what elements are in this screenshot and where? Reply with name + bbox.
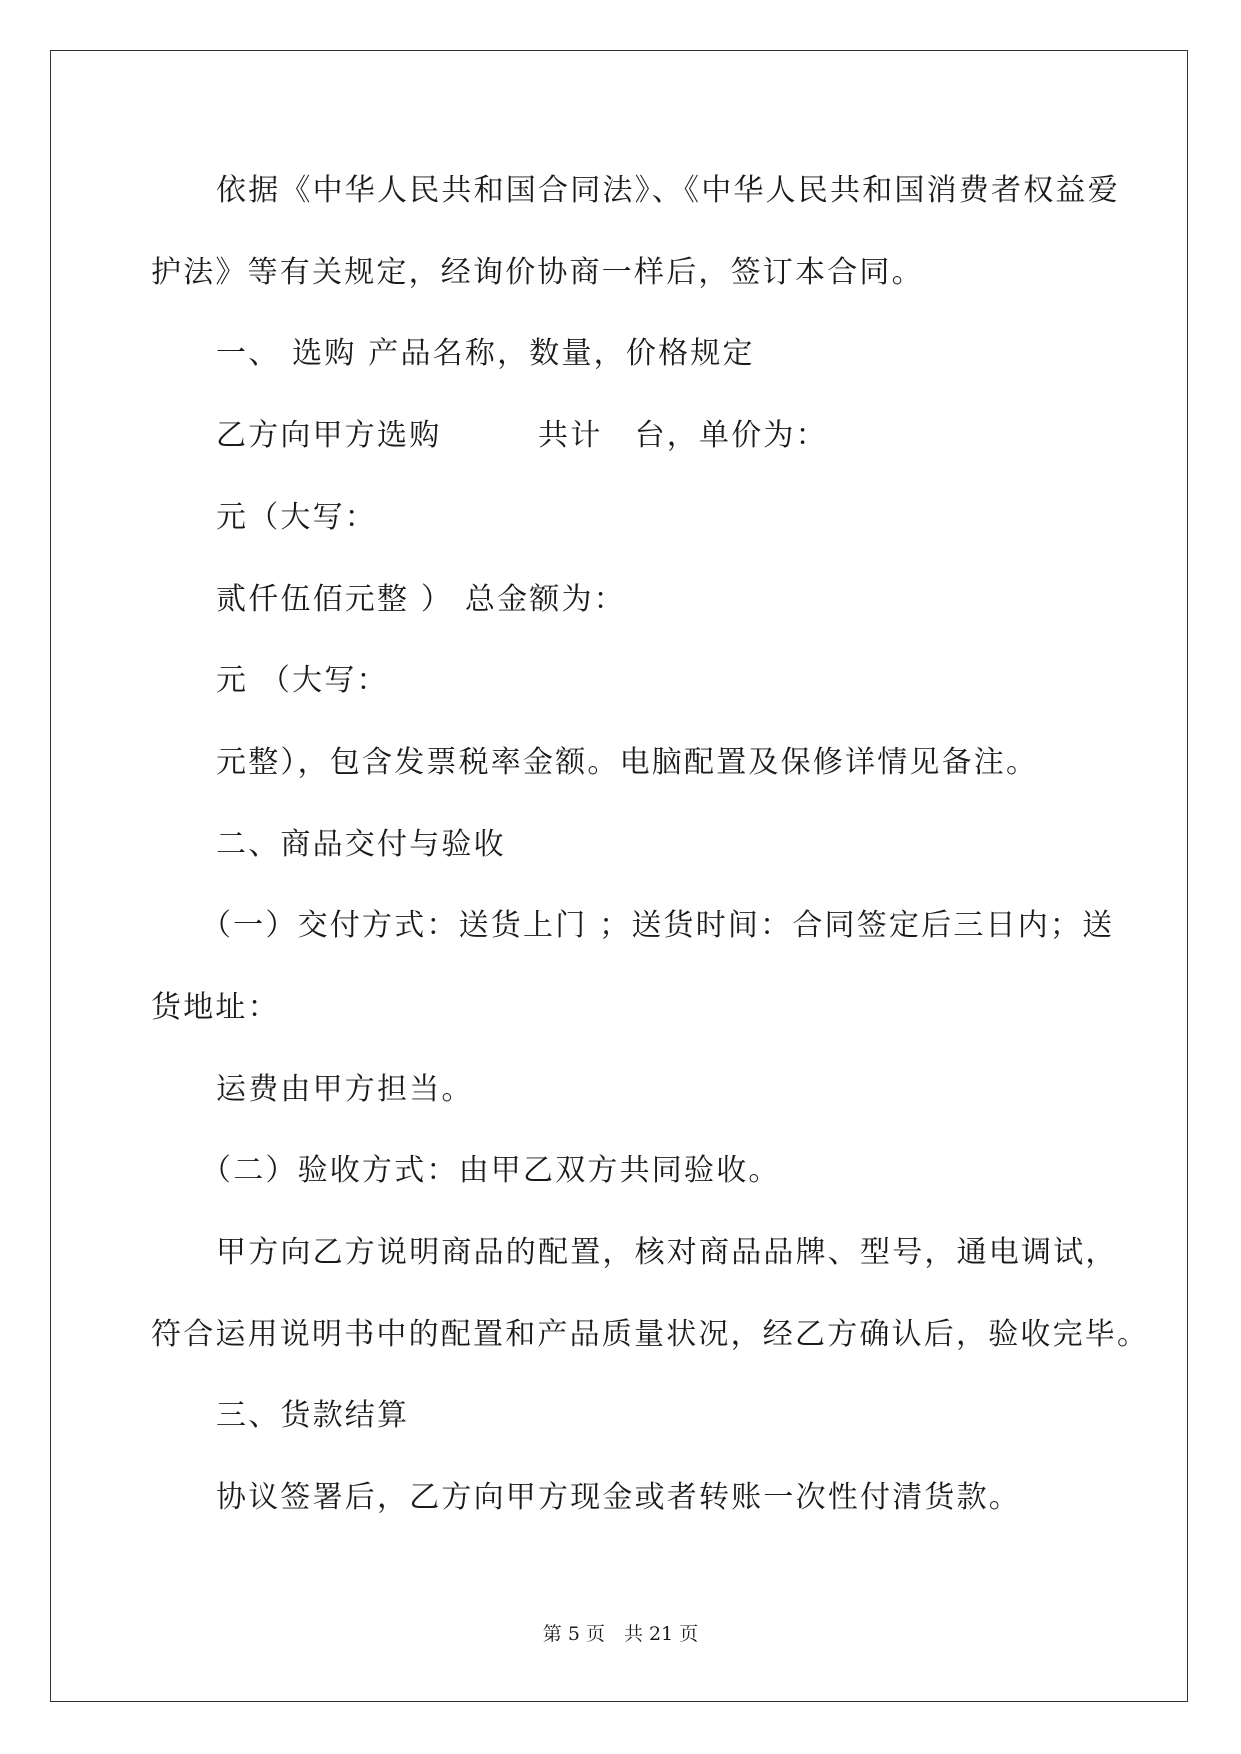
paragraph-line: 护法》等有关规定，经询价协商一样后，签订本合同。 xyxy=(151,255,924,290)
section-heading: 一、 选购 产品名称，数量，价格规定 xyxy=(216,336,755,371)
section-heading: 三、货款结算 xyxy=(216,1398,410,1433)
paragraph-line: 贰仟伍佰元整 ） 总金额为： xyxy=(216,582,626,617)
paragraph-line: 元（大写： xyxy=(216,500,377,535)
paragraph-line: （一）交付方式：送货上门 ；送货时间：合同签定后三日内；送 xyxy=(201,908,1115,943)
paragraph-line: 货地址： xyxy=(151,990,280,1025)
paragraph-line: 乙方向甲方选购 共计 台，单价为： xyxy=(216,418,828,453)
paragraph-line: 协议签署后，乙方向甲方现金或者转账一次性付清货款。 xyxy=(216,1480,1021,1515)
paragraph-line: 依据《中华人民共和国合同法》、《中华人民共和国消费者权益爱 xyxy=(216,173,1120,208)
paragraph-line: 甲方向乙方说明商品的配置，核对商品品牌、型号，通电调试， xyxy=(216,1235,1118,1270)
section-heading: 二、商品交付与验收 xyxy=(216,827,506,862)
paragraph-line: 元 （大写： xyxy=(216,663,389,698)
paragraph-line: 元整），包含发票税率金额。电脑配置及保修详情见备注。 xyxy=(216,745,1039,780)
paragraph-line: 运费由甲方担当。 xyxy=(216,1072,474,1107)
paragraph-line: （二）验收方式：由甲乙双方共同验收。 xyxy=(201,1153,781,1188)
page-number-footer: 第 5 页 共 21 页 xyxy=(542,1623,699,1645)
page-border xyxy=(50,50,1188,1702)
paragraph-line: 符合运用说明书中的配置和产品质量状况，经乙方确认后，验收完毕。 xyxy=(151,1317,1150,1352)
